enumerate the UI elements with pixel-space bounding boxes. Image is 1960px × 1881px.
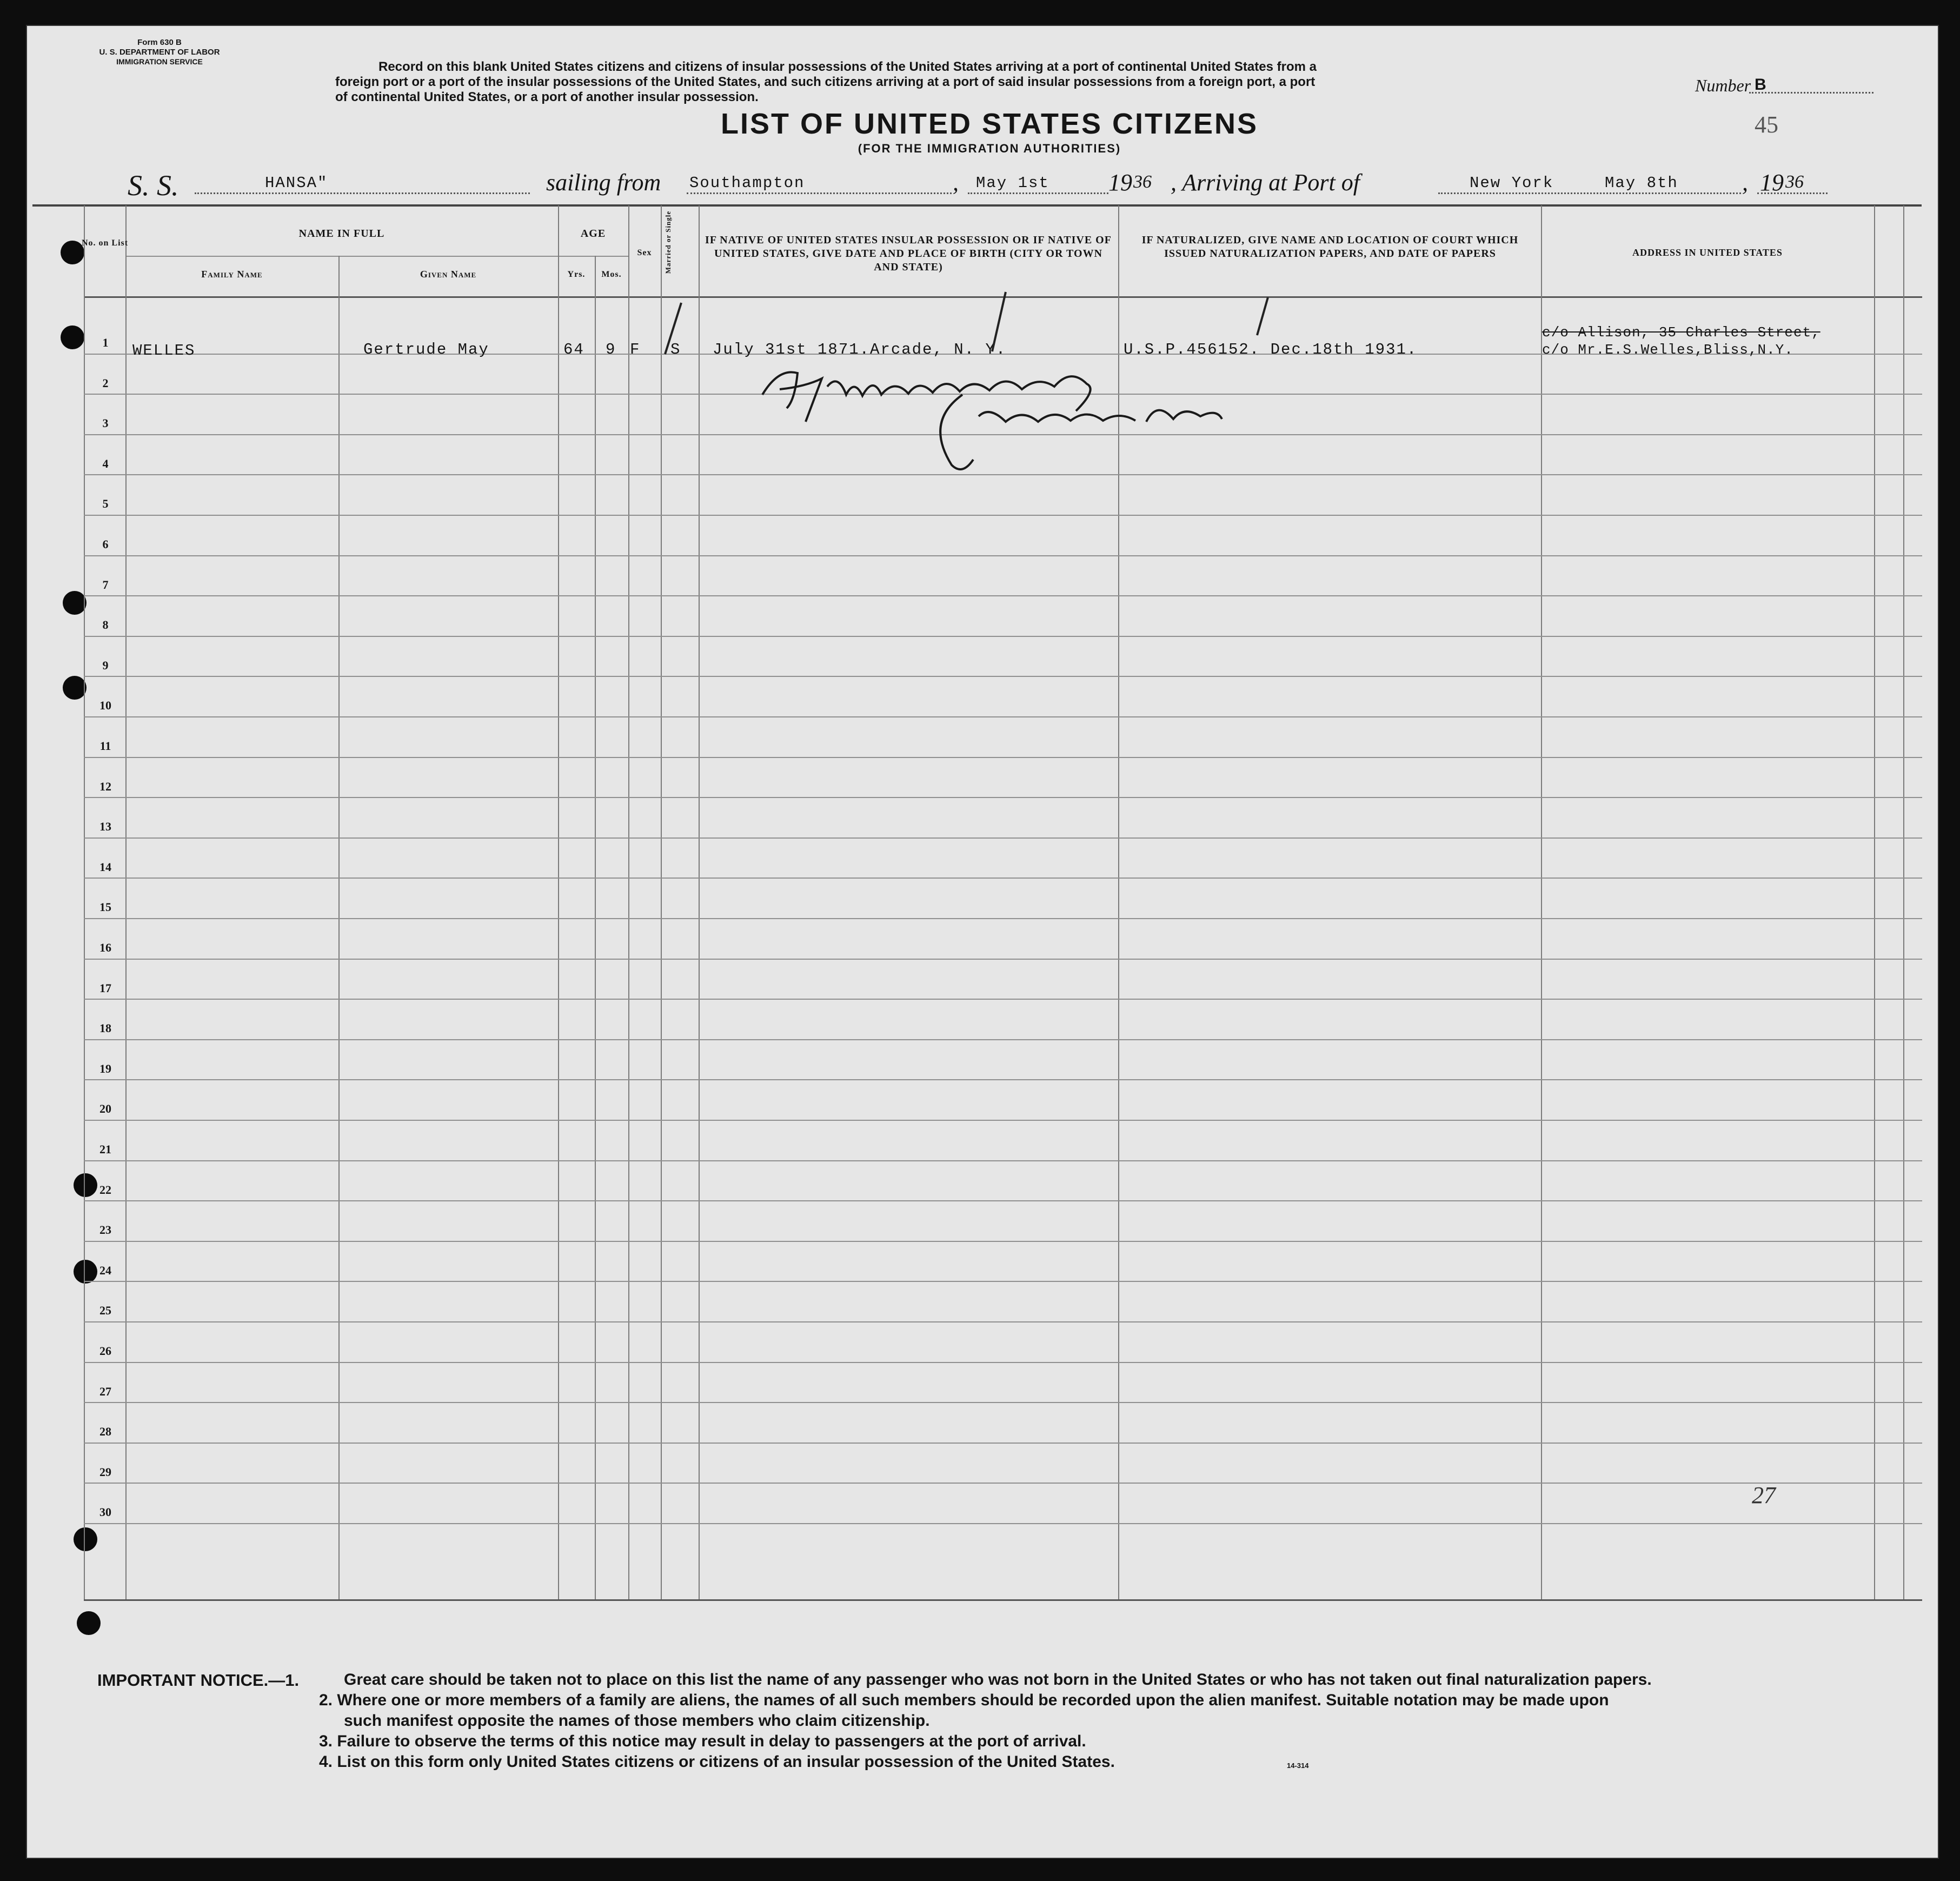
row-number: 22 <box>99 1182 111 1197</box>
instruction-line-3: of continental United States, or a port of another insular possession. <box>335 90 759 104</box>
entry-birth: July 31st 1871.Arcade, N. Y. <box>713 341 1007 358</box>
instruction-line-1: Record on this blank United States citizens and citizens of insular possessions of the United States arriving at a port of continental United States from a <box>378 59 1317 74</box>
row-rule <box>84 1362 1922 1363</box>
row-number: 6 <box>102 537 109 551</box>
col-rule <box>595 256 596 1600</box>
col-yrs: Yrs. <box>567 270 586 279</box>
departure-port: Southampton <box>689 174 805 192</box>
row-number: 16 <box>99 941 111 954</box>
department-label: U. S. DEPARTMENT OF LABOR <box>99 48 220 57</box>
row-rule <box>84 555 1922 556</box>
page-subtitle: (FOR THE IMMIGRATION AUTHORITIES) <box>858 142 1121 155</box>
print-code: 14-314 <box>1287 1762 1309 1770</box>
punch-hole <box>61 325 84 349</box>
row-rule <box>84 676 1922 677</box>
col-rule <box>699 205 700 1600</box>
col-rule <box>125 205 127 1600</box>
col-rule <box>84 205 85 1600</box>
col-native-info: IF NATIVE OF UNITED STATES INSULAR POSSESSION OR IF NATIVE OF UNITED STATES, GIVE DATE AND PLACE OF BIRTH (CITY OR TOWN AND STATE) <box>705 234 1112 273</box>
row-number: 28 <box>99 1425 111 1439</box>
number-label: Number <box>1695 76 1751 95</box>
row-number: 27 <box>99 1384 111 1398</box>
sailing-label: sailing from <box>546 169 661 196</box>
page-count-mark: 27 <box>1752 1482 1776 1508</box>
name-subheader-rule <box>125 256 558 257</box>
number-value: B <box>1755 76 1766 94</box>
row-rule <box>84 959 1922 960</box>
row-rule <box>84 797 1922 798</box>
number-underline <box>1749 92 1873 94</box>
col-given-name: Given Name <box>420 269 477 280</box>
row-number: 17 <box>99 981 111 995</box>
entry-marital: S <box>670 341 681 358</box>
entry-address-struck: c/o Allison, 35 Charles Street, <box>1542 324 1821 341</box>
row-rule <box>84 1120 1922 1121</box>
comma-1: , <box>953 169 959 196</box>
departure-date: May 1st <box>976 174 1049 192</box>
row-number: 5 <box>102 497 109 511</box>
entry-naturalization: U.S.P.456152. Dec.18th 1931. <box>1124 341 1418 358</box>
row-rule <box>84 515 1922 516</box>
row-number: 13 <box>99 820 111 834</box>
col-rule <box>338 256 340 1600</box>
col-sex: Sex <box>637 248 652 257</box>
row-number: 11 <box>99 739 111 753</box>
row-number: 19 <box>99 1061 111 1075</box>
row-rule <box>84 838 1922 839</box>
col-rule <box>661 205 662 1600</box>
row-number: 4 <box>102 456 109 470</box>
punch-hole <box>74 1527 97 1551</box>
service-label: IMMIGRATION SERVICE <box>116 57 203 66</box>
ship-name: HANSA" <box>265 174 328 192</box>
table-top-rule <box>32 204 1922 207</box>
row-rule <box>84 1483 1922 1484</box>
comma-2: , <box>1742 169 1748 196</box>
entry-address: c/o Mr.E.S.Welles,Bliss,N.Y. <box>1542 342 1793 358</box>
form-number: Form 630 B <box>137 38 182 47</box>
instruction-line-2: foreign port or a port of the insular possessions of the United States, and such citizens arriving at a port of said insular possessions from a foreign port, a port <box>335 75 1315 89</box>
row-number: 7 <box>102 577 109 591</box>
row-rule <box>84 1443 1922 1444</box>
col-age: AGE <box>580 228 606 240</box>
entry-sex: F <box>630 341 641 358</box>
page-title: LIST OF UNITED STATES CITIZENS <box>721 108 1258 140</box>
table-bottom-rule <box>84 1599 1922 1601</box>
punch-hole <box>63 676 87 700</box>
row-number: 18 <box>99 1021 111 1035</box>
row-number: 3 <box>102 416 109 430</box>
departure-port-underline <box>687 192 952 194</box>
row-number: 2 <box>102 376 109 390</box>
entry-family-name: WELLES <box>132 342 196 360</box>
entry-age-yrs: 64 <box>563 341 584 358</box>
entry-given-name: Gertrude May <box>363 341 489 358</box>
col-married-or-single: Married or Single <box>664 210 672 274</box>
col-rule <box>1874 205 1875 1600</box>
notice-heading: IMPORTANT NOTICE.—1. <box>97 1671 300 1690</box>
punch-hole <box>77 1611 101 1635</box>
inspector-signature <box>746 357 1287 481</box>
row-rule <box>84 1241 1922 1242</box>
row-number: 8 <box>102 618 109 632</box>
punch-hole <box>63 591 87 615</box>
row-number: 30 <box>99 1505 111 1519</box>
row-rule <box>84 999 1922 1000</box>
col-naturalized-info: IF NATURALIZED, GIVE NAME AND LOCATION OF COURT WHICH ISSUED NATURALIZATION PAPERS, AND DATE OF PAPERS <box>1141 234 1519 260</box>
row-number: 9 <box>102 658 109 672</box>
row-number: 21 <box>99 1142 111 1156</box>
arrival-year-underline <box>1757 192 1828 194</box>
notice-item-1: Great care should be taken not to place on this list the name of any passenger who was not born in the United States or who has not taken out final naturalization papers. <box>344 1671 1652 1689</box>
col-address: ADDRESS IN UNITED STATES <box>1632 247 1783 258</box>
row-rule <box>84 1200 1922 1201</box>
row-rule <box>84 1523 1922 1524</box>
row-rule <box>84 636 1922 637</box>
row-number: 25 <box>99 1304 111 1318</box>
arrival-year-prefix: 19 <box>1760 169 1784 196</box>
row-rule <box>84 1281 1922 1282</box>
tick-marks <box>595 281 1298 368</box>
col-rule <box>558 205 559 1600</box>
ss-label: S. S. <box>128 169 179 202</box>
row-number: 10 <box>99 699 111 713</box>
row-number: 14 <box>99 860 111 874</box>
row-rule <box>84 757 1922 758</box>
col-family-name: Family Name <box>201 269 263 280</box>
ship-underline <box>195 192 530 194</box>
row-number: 20 <box>99 1102 111 1116</box>
notice-item-2: 2. Where one or more members of a family are aliens, the names of all such members should be recorded upon the alien manifest. Suitable notation may be made upon <box>319 1691 1609 1709</box>
row-number: 12 <box>99 779 111 793</box>
arrival-date: May 8th <box>1605 174 1678 192</box>
row-rule <box>84 1079 1922 1080</box>
row-rule <box>84 1321 1922 1322</box>
col-rule <box>1903 205 1904 1600</box>
entry-age-mos: 9 <box>606 341 616 358</box>
row-rule <box>84 918 1922 919</box>
notice-item-2-cont: such manifest opposite the names of those members who claim citizenship. <box>344 1712 930 1730</box>
row-number: 23 <box>99 1223 111 1237</box>
departure-year-prefix: 19 <box>1108 169 1132 196</box>
row-rule <box>84 595 1922 596</box>
arriving-label: , Arriving at Port of <box>1171 169 1360 196</box>
row-number: 24 <box>99 1263 111 1277</box>
row-rule <box>84 1402 1922 1403</box>
row-rule <box>84 878 1922 879</box>
notice-item-4: 4. List on this form only United States citizens or citizens of an insular possession of the United States. <box>319 1753 1115 1771</box>
row-rule <box>84 1039 1922 1040</box>
notice-item-3: 3. Failure to observe the terms of this notice may result in delay to passengers at the port of arrival. <box>319 1732 1086 1750</box>
departure-date-underline <box>968 192 1108 194</box>
col-rule <box>1541 205 1542 1600</box>
row-number: 29 <box>99 1465 111 1479</box>
arrival-year-suffix: 36 <box>1785 172 1804 192</box>
col-no-on-list: No. on List <box>81 238 129 248</box>
row-number: 15 <box>99 900 111 914</box>
col-name-in-full: NAME IN FULL <box>298 228 385 240</box>
row-number: 26 <box>99 1344 111 1358</box>
arrival-underline <box>1438 192 1741 194</box>
departure-year-suffix: 36 <box>1133 172 1152 192</box>
arrival-port: New York <box>1470 174 1554 192</box>
row-number: 1 <box>102 336 109 349</box>
row-rule <box>84 716 1922 717</box>
page-mark: 45 <box>1755 111 1778 138</box>
row-rule <box>84 1160 1922 1161</box>
age-subheader-rule <box>558 256 628 257</box>
col-rule <box>628 205 629 1600</box>
col-mos: Mos. <box>601 270 622 279</box>
